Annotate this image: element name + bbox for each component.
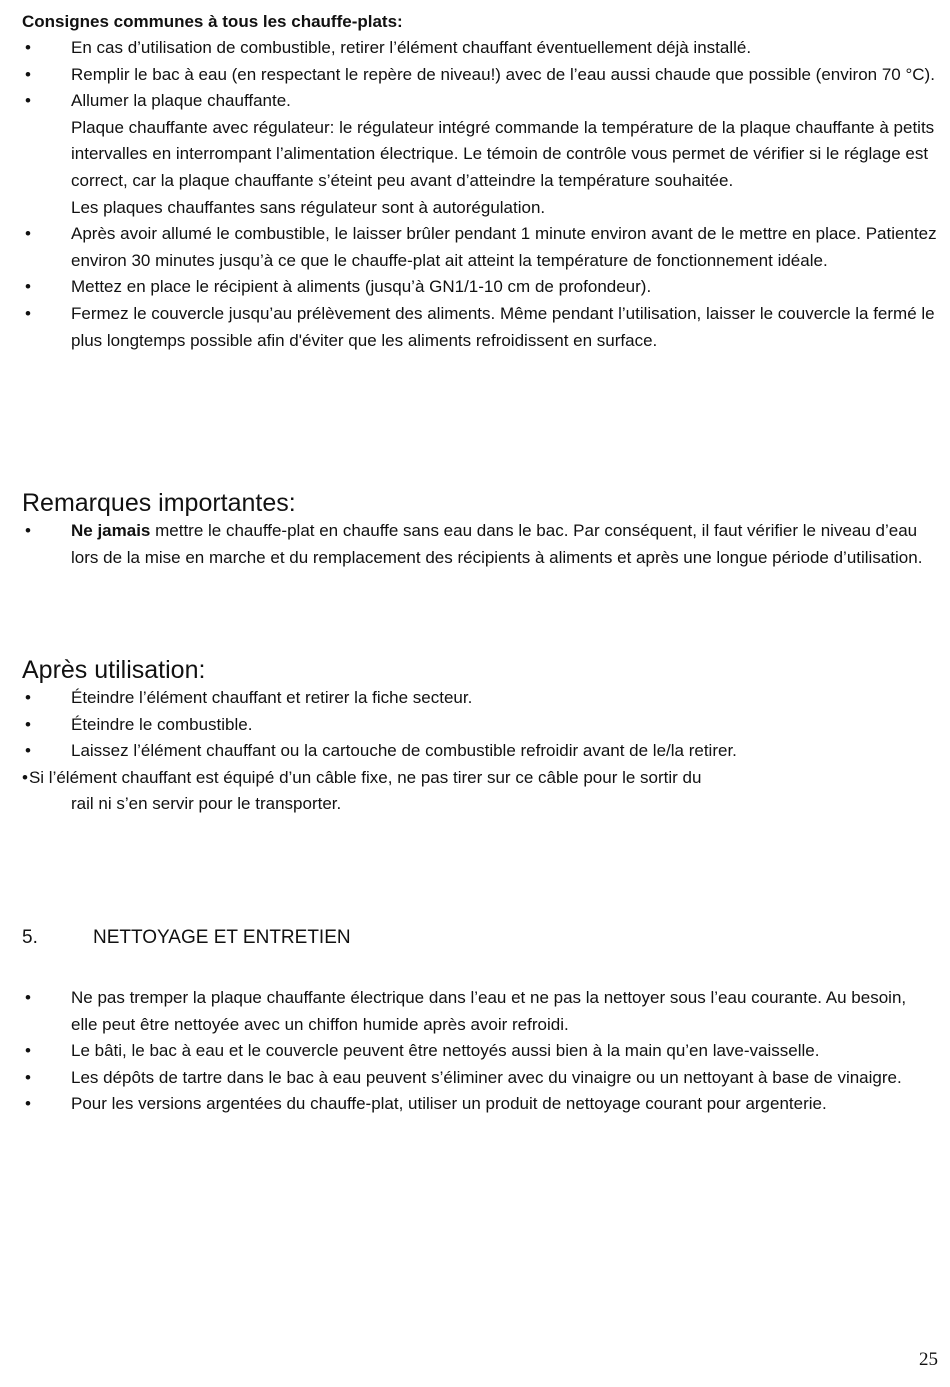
section-title: NETTOYAGE ET ENTRETIEN	[93, 927, 351, 948]
cleaning-section	[22, 925, 937, 951]
section-heading: Après utilisation:	[22, 656, 206, 684]
common-instructions-title: Consignes communes à tous les chauffe-plats:	[22, 12, 403, 31]
bullet-icon: •	[25, 303, 31, 323]
bullet-icon: •	[25, 91, 31, 111]
bullet-icon: •	[25, 1067, 31, 1087]
list-item	[22, 1065, 937, 1092]
cleaning-list-container	[22, 985, 937, 1118]
list-item	[22, 301, 937, 354]
list-item-text: Après avoir allumé le combustible, le laisser brûler pendant 1 minute environ avant de le mettre en place. Patientez environ 30 minutes jusqu’à ce que le chauffe-plat ait atteint la température de fonctionnement idéale.	[71, 224, 937, 270]
bullet-icon: •	[25, 688, 31, 707]
bullet-icon: •	[25, 988, 31, 1007]
list-item-text: Remplir le bac à eau (en respectant le repère de niveau!) avec de l’eau aussi chaude que possible (environ 70 °C).	[71, 64, 935, 84]
common-instructions-list	[22, 35, 937, 354]
list-item	[22, 35, 937, 62]
list-item-subtext: Plaque chauffante avec régulateur: le régulateur intégré commande la température de la plaque chauffante à petits intervalles en interrompant l’alimentation électrique. Le témoin de contrôle vous permet de vérifier si le réglage est correct, car la plaque chauffante s’éteint peu avant d’atteindre la température souhaitée.	[71, 117, 935, 190]
after-use-section	[22, 655, 937, 818]
list-item	[22, 221, 937, 274]
list-item-text: En cas d’utilisation de combustible, retirer l’élément chauffant éventuellement déjà installé.	[71, 38, 752, 57]
list-item-text: Mettez en place le récipient à aliments (jusqu’à GN1/1-10 cm de profondeur).	[71, 277, 652, 297]
bullet-icon: •	[25, 741, 31, 761]
bullet-icon: •	[25, 224, 31, 244]
list-item-text: Éteindre le combustible.	[71, 714, 253, 734]
bullet-icon: •	[25, 64, 31, 84]
list-item	[22, 1038, 937, 1065]
bullet-icon: •	[25, 521, 31, 540]
list-item	[22, 765, 937, 818]
list-item	[22, 985, 937, 1038]
list-item	[22, 62, 937, 89]
section-number: 5.	[22, 927, 38, 948]
list-item	[22, 88, 937, 221]
bullet-icon: •	[25, 714, 31, 734]
list-item-subtext: Les plaques chauffantes sans régulateur sont à autorégulation.	[71, 197, 546, 217]
list-item-text: Allumer la plaque chauffante.	[71, 91, 291, 111]
section-heading: Remarques importantes:	[22, 489, 296, 517]
important-remarks-section	[22, 488, 937, 571]
list-item-text: rail ni s’en servir pour le transporter.	[71, 794, 342, 814]
cleaning-list	[22, 985, 937, 1118]
bullet-icon: •	[25, 1094, 31, 1114]
bullet-icon: •	[22, 767, 28, 787]
page-number: 25	[919, 1349, 938, 1370]
list-item	[22, 518, 937, 571]
list-item-text: Ne pas tremper la plaque chauffante électrique dans l’eau et ne pas la nettoyer sous l’eau courante. Au besoin, elle peut être nettoyée avec un chiffon humide après avoir refroidi.	[71, 988, 907, 1034]
list-item-text: mettre le chauffe-plat en chauffe sans eau dans le bac. Par conséquent, il faut vérifier le niveau d’eau lors de la mise en marche et du remplacement des récipients à aliments et après une longue période d’utilisation.	[71, 521, 923, 567]
bullet-icon: •	[25, 38, 31, 57]
list-item	[22, 1091, 937, 1118]
list-item-text: Les dépôts de tartre dans le bac à eau peuvent s’éliminer avec du vinaigre ou un nettoyant à base de vinaigre.	[71, 1067, 902, 1087]
list-item-text: Le bâti, le bac à eau et le couvercle peuvent être nettoyés aussi bien à la main qu’en lave-vaisselle.	[71, 1041, 820, 1061]
list-item	[22, 274, 937, 301]
list-item-text: Fermez le couvercle jusqu’au prélèvement des aliments. Même pendant l’utilisation, laisser le couvercle la fermé le plus longtemps possible afin d'éviter que les aliments refroidissent en surface.	[71, 303, 935, 350]
list-item	[22, 738, 937, 765]
bullet-icon: •	[25, 1041, 31, 1061]
remarks-list	[22, 518, 937, 571]
section-heading	[22, 925, 937, 951]
list-item-text: Pour les versions argentées du chauffe-plat, utiliser un produit de nettoyage courant pour argenterie.	[71, 1094, 827, 1114]
emphasis-text: Ne jamais	[71, 521, 151, 540]
list-item	[22, 685, 937, 712]
bullet-icon: •	[25, 277, 31, 297]
after-use-list	[22, 685, 937, 818]
list-item-first-line	[22, 765, 937, 792]
list-item-text: Si l’élément chauffant est équipé d’un câble fixe, ne pas tirer sur ce câble pour le sortir du	[28, 767, 702, 787]
list-item-text: Laissez l’élément chauffant ou la cartouche de combustible refroidir avant de le/la retirer.	[71, 741, 737, 761]
list-item-text: Éteindre l’élément chauffant et retirer la fiche secteur.	[71, 688, 473, 707]
list-item	[22, 712, 937, 739]
common-instructions-section	[22, 9, 937, 354]
